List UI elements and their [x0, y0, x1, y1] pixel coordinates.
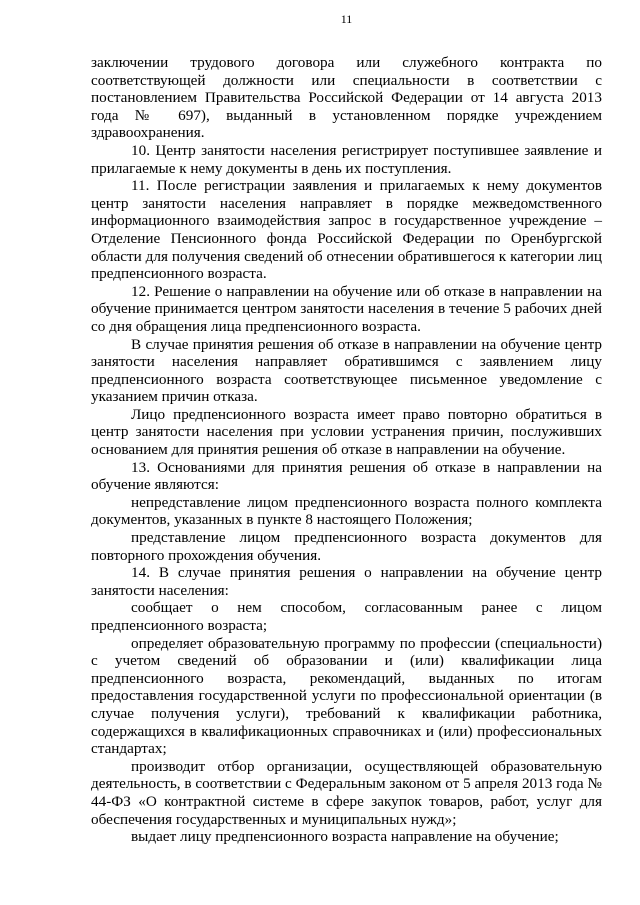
paragraph-refusal-reason-2: представление лицом предпенсионного возраста документов для повторного прохождения обучения. — [91, 529, 602, 564]
paragraph-continuation: заключении трудового договора или служебного контракта по соответствующей должности или специальности в соответствии с постановлением Правительства Российской Федерации от 14 августа 2013 года № 697), выданный в установленном порядке учреждением здравоохранения. — [91, 54, 602, 142]
paragraph-item-11: 11. После регистрации заявления и прилагаемых к нему документов центр занятости населения направляет в порядке межведомственного информационного взаимодействия запрос в государственное учреждение – Отделение Пенсионного фонда Российской Федерации по Оренбургской области для получения сведений об отнесении обратившегося к категории лиц предпенсионного возраста. — [91, 177, 602, 283]
paragraph-refusal-reason-1: непредставление лицом предпенсионного возраста полного комплекта документов, указанных в пункте 8 настоящего Положения; — [91, 493, 602, 529]
paragraph-item-14: 14. В случае принятия решения о направлении на обучение центр занятости населения: — [91, 564, 602, 599]
paragraph-refusal-notice: В случае принятия решения об отказе в направлении на обучение центр занятости населения направляет обратившимся с заявлением лицу предпенсионного возраста соответствующее письменное уведомление с указанием причин отказа. — [91, 335, 602, 406]
paragraph-action-program: определяет образовательную программу по профессии (специальности) с учетом сведений об образовании и (или) квалификации лица предпенсионного возраста, рекомендаций, выданных по итогам предоставления государственной услуги по профессиональной ориентации (в случае получения услуги), требований к квалификации работника, содержащихся в квалификационных справочниках и (или) профессиональных стандартах; — [91, 634, 602, 758]
paragraph-action-select-org: производит отбор организации, осуществляющей образовательную деятельность, в соответствии с Федеральным законом от 5 апреля 2013 года № 44-ФЗ «О контрактной системе в сфере закупок товаров, работ, услуг для обеспечения государственных и муниципальных нужд»; — [91, 757, 602, 828]
paragraph-reapply-right: Лицо предпенсионного возраста имеет право повторно обратиться в центр занятости населения при условии устранения причин, послуживших основанием для принятия решения об отказе в направлении на обучение. — [91, 405, 602, 459]
paragraph-item-12: 12. Решение о направлении на обучение или об отказе в направлении на обучение принимается центром занятости населения в течение 5 рабочих дней со дня обращения лица предпенсионного возраста. — [91, 282, 602, 335]
page-number: 11 — [340, 12, 353, 26]
paragraph-action-inform: сообщает о нем способом, согласованным ранее с лицом предпенсионного возраста; — [91, 599, 602, 634]
paragraph-item-10: 10. Центр занятости населения регистрирует поступившее заявление и прилагаемые к нему документы в день их поступления. — [91, 141, 602, 177]
paragraph-action-referral: выдает лицу предпенсионного возраста направление на обучение; — [131, 828, 559, 846]
paragraph-item-13: 13. Основаниями для принятия решения об отказе в направлении на обучение являются: — [91, 458, 602, 494]
document-body — [91, 54, 602, 846]
